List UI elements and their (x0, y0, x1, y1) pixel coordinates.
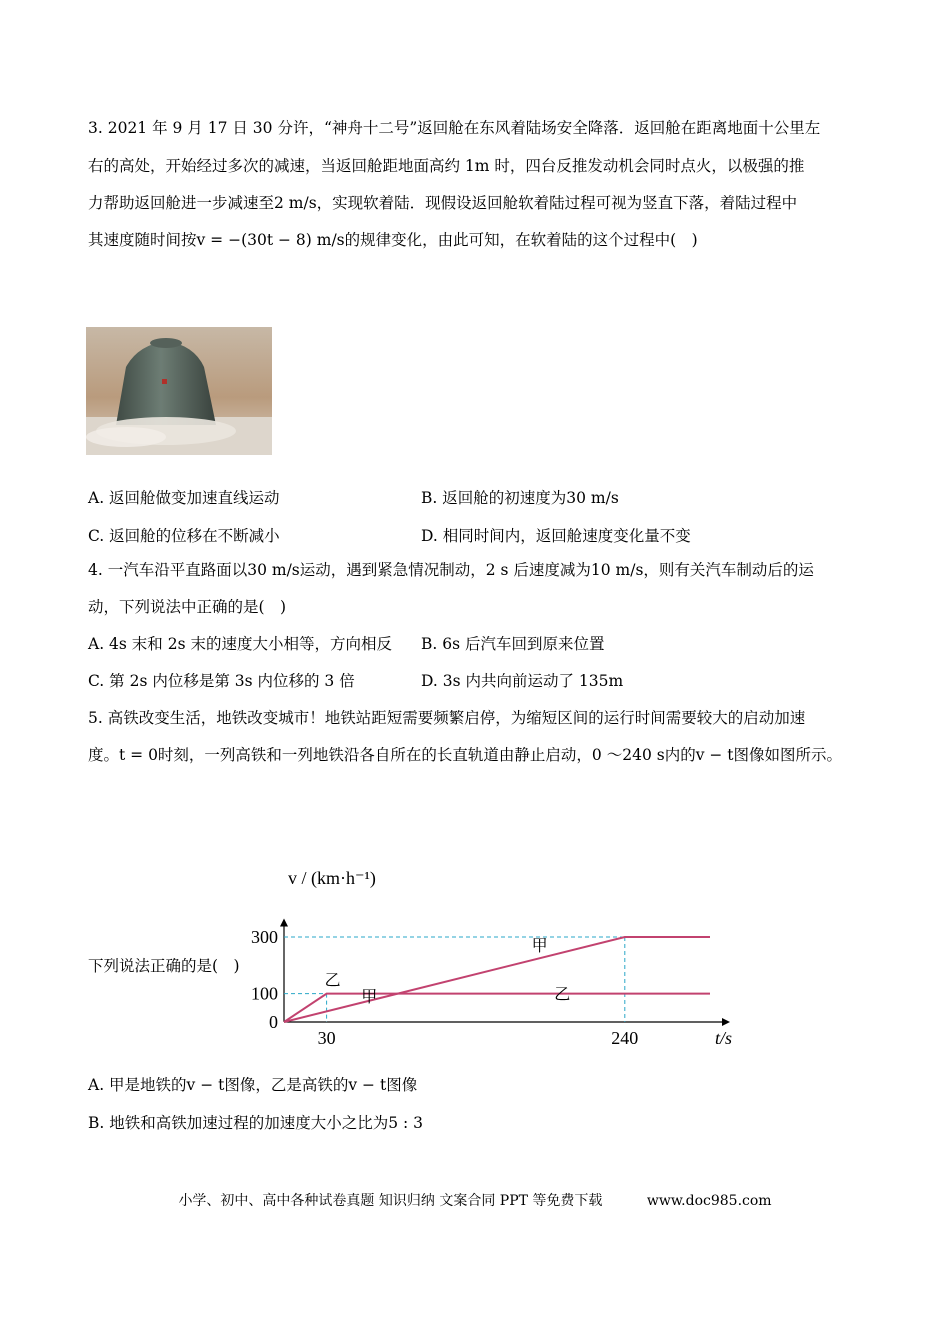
q4-option-a: A. 4s 末和 2s 末的速度大小相等，方向相反 (88, 635, 392, 653)
footer (0, 1190, 950, 1210)
q3-line-4: 其速度随时间按v = −(30t − 8) m/s的规律变化，由此可知，在软着陆的这个过程中( ) (88, 231, 698, 249)
q4-line-1: 4. 一汽车沿平直路面以30 m/s运动，遇到紧急情况制动，2 s 后速度减为10 m/s，则有关汽车制动后的运 (88, 561, 814, 579)
series-label-2: 乙 (324, 970, 341, 990)
series-line-2 (284, 994, 710, 1022)
y-axis-label: v / (km·h⁻¹) (288, 868, 376, 888)
q5-line-2: 度。t = 0时刻，一列高铁和一列地铁沿各自所在的长直轨道由静止启动，0 ～240 s内的v − t图像如图所示。 (88, 746, 843, 764)
q4-line-2: 动，下列说法中正确的是( ) (88, 598, 287, 616)
footer-text: 小学、初中、高中各种试卷真题 知识归纳 文案合同 PPT 等免费下载 (178, 1193, 603, 1209)
series-label-4: 乙 (554, 984, 571, 1004)
x-axis-label: t/s (714, 1028, 732, 1048)
return-capsule-photo (86, 327, 272, 455)
vt-chart (236, 858, 732, 1058)
q3-option-a: A. 返回舱做变加速直线运动 (88, 489, 280, 507)
q5-option-b: B. 地铁和高铁加速过程的加速度大小之比为5 : 3 (88, 1114, 424, 1132)
x-tick-30: 30 (317, 1028, 336, 1048)
q5-line-1: 5. 高铁改变生活，地铁改变城市！地铁站距短需要频繁启停，为缩短区间的运行时间需要较大的启动加速 (88, 709, 806, 727)
vt-chart-svg (236, 858, 732, 1058)
q4-option-b: B. 6s 后汽车回到原来位置 (421, 635, 605, 653)
y-axis-arrow (280, 919, 288, 927)
q5-prompt: 下列说法正确的是( ) (88, 957, 240, 975)
q3-line-3: 力帮助返回舱进一步减速至2 m/s，实现软着陆．现假设返回舱软着陆过程可视为竖直下落，着陆过程中 (88, 194, 798, 212)
series-line-1 (284, 937, 710, 1022)
x-axis-arrow (722, 1018, 730, 1026)
q3-line-1: 3. 2021 年 9 月 17 日 30 分许，“神舟十二号”返回舱在东风着陆场安全降落．返回舱在距离地面十公里左 (88, 119, 821, 137)
y-tick-300: 300 (251, 927, 278, 948)
q4-option-d: D. 3s 内共向前运动了 135m (421, 672, 624, 690)
q3-line-2: 右的高处，开始经过多次的减速，当返回舱距地面高约 1m 时，四台反推发动机会同时点火，以极强的推 (88, 157, 805, 175)
series-label-3: 甲 (361, 987, 378, 1007)
q3-option-c: C. 返回舱的位移在不断减小 (88, 527, 280, 545)
footer-site[interactable]: www.doc985.com (646, 1193, 772, 1209)
q3-option-d: D. 相同时间内，返回舱速度变化量不变 (421, 527, 691, 545)
x-tick-240: 240 (611, 1028, 639, 1048)
q5-option-a: A. 甲是地铁的v − t图像，乙是高铁的v − t图像 (88, 1076, 418, 1094)
series-label-1: 甲 (531, 936, 548, 956)
q4-option-c: C. 第 2s 内位移是第 3s 内位移的 3 倍 (88, 672, 355, 690)
y-tick-0: 0 (269, 1012, 278, 1032)
y-tick-100: 100 (251, 983, 278, 1004)
q3-option-b: B. 返回舱的初速度为30 m/s (421, 489, 619, 507)
